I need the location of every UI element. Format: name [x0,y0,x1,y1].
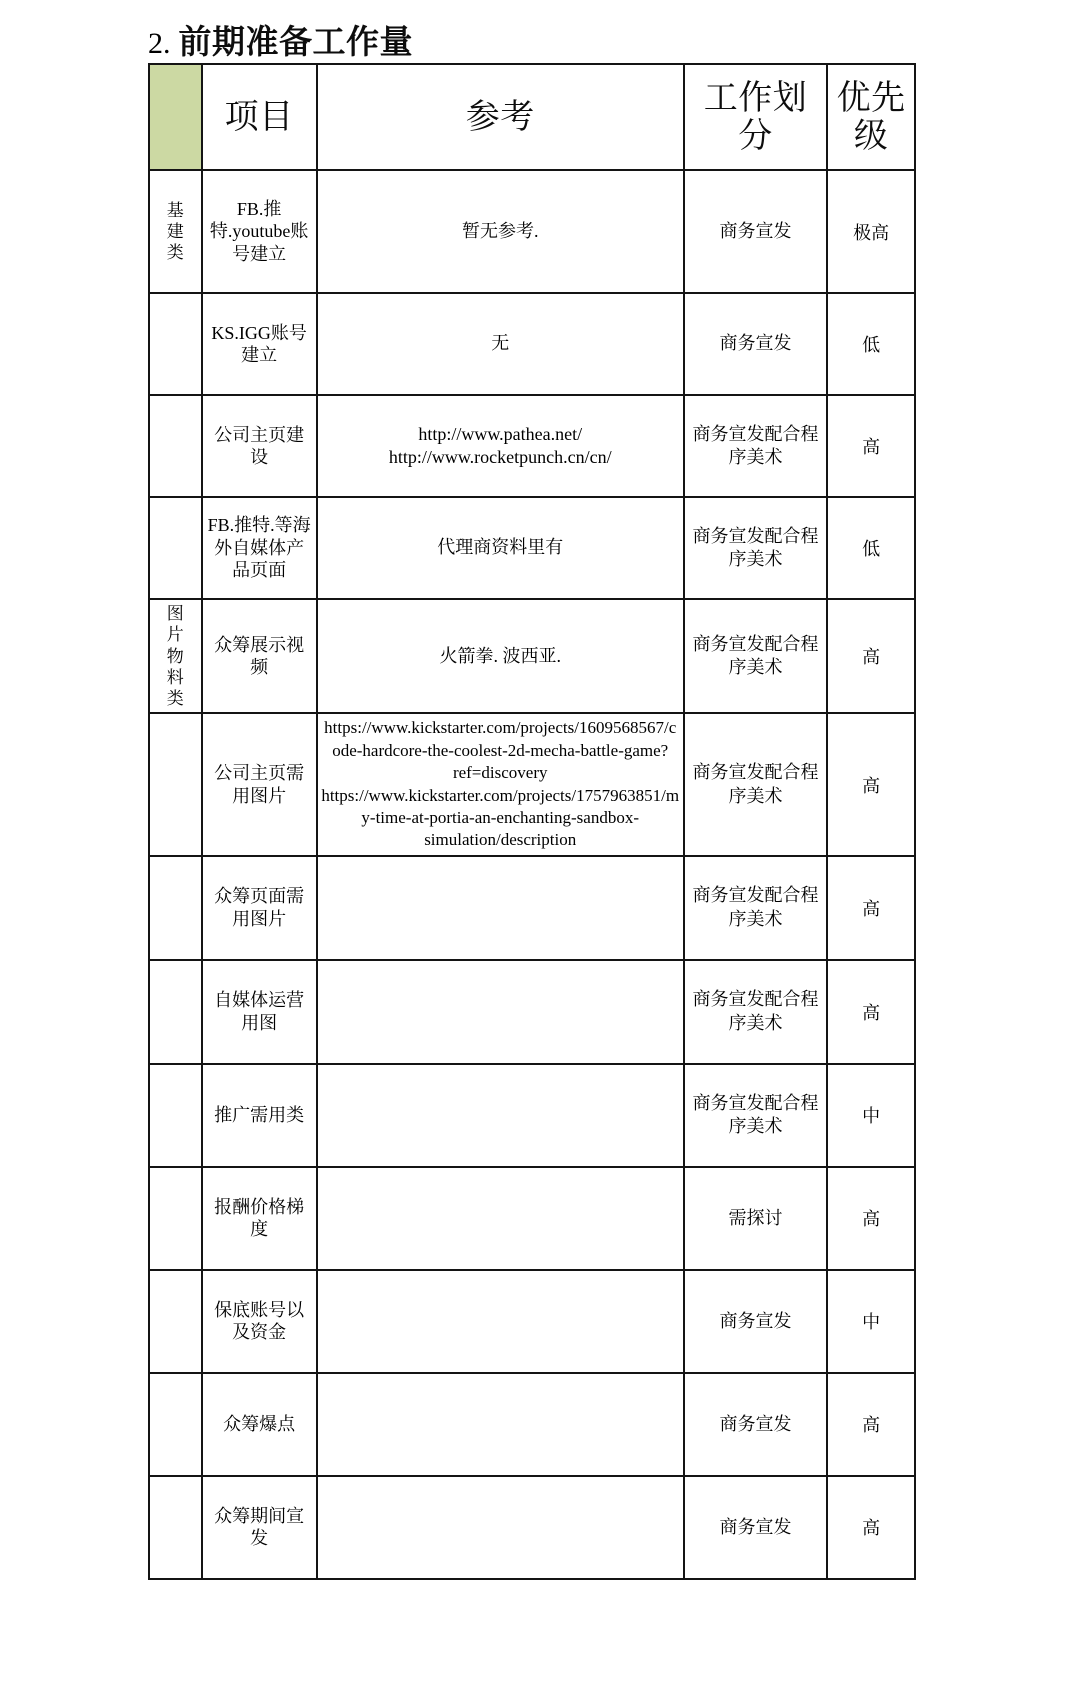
cell-item: 保底账号以及资金 [202,1270,317,1373]
cell-priority: 高 [827,395,915,497]
cell-priority: 低 [827,497,915,599]
cell-item: FB.推特.youtube账号建立 [202,170,317,293]
cell-reference [317,1476,684,1579]
cell-reference [317,856,684,960]
category-label: 基建类 [166,200,184,263]
table-row [149,170,915,293]
table-row [149,1270,915,1373]
cell-category [149,713,202,856]
cell-priority: 高 [827,1167,915,1270]
cell-item: 众筹展示视频 [202,599,317,713]
cell-item: 众筹期间宣发 [202,1476,317,1579]
cell-priority: 高 [827,960,915,1064]
cell-category [149,395,202,497]
cell-priority: 高 [827,713,915,856]
cell-item: 众筹爆点 [202,1373,317,1476]
cell-reference: http://www.pathea.net/ http://www.rocketpunch.cn/cn/ [317,395,684,497]
cell-reference [317,1167,684,1270]
cell-reference: 火箭拳. 波西亚. [317,599,684,713]
category-label: 图片物料类 [166,604,184,708]
cell-category [149,599,202,713]
cell-item: 公司主页需用图片 [202,713,317,856]
cell-reference [317,1270,684,1373]
table-row [149,395,915,497]
table-row [149,960,915,1064]
cell-work-division: 商务宣发配合程序美术 [684,395,828,497]
table-row [149,1167,915,1270]
cell-category [149,1476,202,1579]
column-header-priority: 优先级 [827,64,915,170]
table-row [149,497,915,599]
cell-category [149,960,202,1064]
cell-item: FB.推特.等海外自媒体产品页面 [202,497,317,599]
cell-work-division: 商务宣发配合程序美术 [684,497,828,599]
cell-priority: 低 [827,293,915,395]
cell-priority: 极高 [827,170,915,293]
column-header-work: 工作划分 [684,64,828,170]
cell-item: 报酬价格梯度 [202,1167,317,1270]
cell-priority: 高 [827,1476,915,1579]
cell-work-division: 需探讨 [684,1167,828,1270]
cell-work-division: 商务宣发配合程序美术 [684,599,828,713]
cell-category [149,856,202,960]
cell-item: 自媒体运营用图 [202,960,317,1064]
cell-item: KS.IGG账号建立 [202,293,317,395]
cell-item: 公司主页建设 [202,395,317,497]
page-title [148,16,413,63]
cell-item: 推广需用类 [202,1064,317,1167]
table-row [149,713,915,856]
column-header-reference: 参考 [317,64,684,170]
cell-category [149,1064,202,1167]
cell-priority: 中 [827,1064,915,1167]
cell-item: 众筹页面需用图片 [202,856,317,960]
cell-reference: 代理商资料里有 [317,497,684,599]
table-row [149,1064,915,1167]
cell-category [149,1373,202,1476]
table-row [149,856,915,960]
table-row [149,1476,915,1579]
cell-category [149,293,202,395]
workload-table [148,63,916,1580]
cell-reference: 暂无参考. [317,170,684,293]
cell-priority: 高 [827,856,915,960]
cell-category [149,1167,202,1270]
table-row [149,1373,915,1476]
cell-reference [317,1064,684,1167]
cell-work-division: 商务宣发 [684,1373,828,1476]
table-row [149,293,915,395]
cell-work-division: 商务宣发配合程序美术 [684,1064,828,1167]
cell-work-division: 商务宣发 [684,1476,828,1579]
cell-category [149,170,202,293]
cell-priority: 高 [827,1373,915,1476]
column-header-category [149,64,202,170]
header-row [149,64,915,170]
cell-category [149,497,202,599]
cell-work-division: 商务宣发 [684,170,828,293]
cell-reference [317,1373,684,1476]
column-header-item: 项目 [202,64,317,170]
heading-number: 2. [148,27,171,60]
cell-reference: https://www.kickstarter.com/projects/1609568567/code-hardcore-the-coolest-2d-mecha-battle-game?ref=discovery https://www.kickstarter.com/projects/1757963851/my-time-at-portia-an-enchanting-sandbox-simulation/description [317,713,684,856]
cell-reference [317,960,684,1064]
cell-category [149,1270,202,1373]
cell-work-division: 商务宣发配合程序美术 [684,856,828,960]
table-header [149,64,915,170]
table-body [149,170,915,1579]
cell-priority: 高 [827,599,915,713]
cell-work-division: 商务宣发 [684,293,828,395]
cell-priority: 中 [827,1270,915,1373]
cell-reference: 无 [317,293,684,395]
cell-work-division: 商务宣发配合程序美术 [684,960,828,1064]
heading-text: 前期准备工作量 [178,22,413,61]
table-row [149,599,915,713]
cell-work-division: 商务宣发配合程序美术 [684,713,828,856]
cell-work-division: 商务宣发 [684,1270,828,1373]
